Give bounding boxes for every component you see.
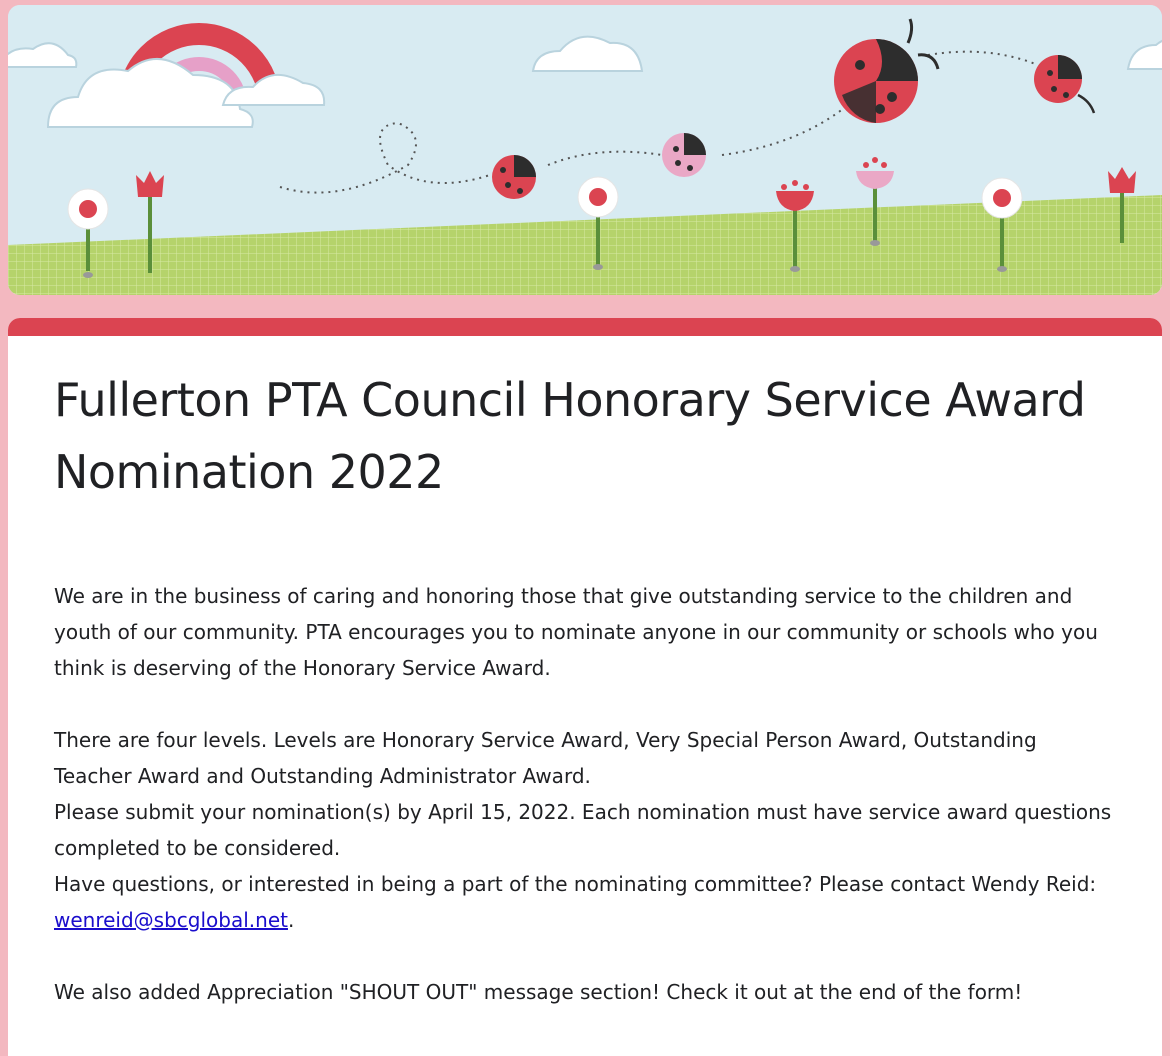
description-paragraph: We also added Appreciation "SHOUT OUT" message section! Check it out at the end of the form! — [54, 980, 1023, 1004]
contact-text-end: . — [287, 908, 295, 932]
form-description — [54, 578, 1114, 1010]
form-header-card — [8, 318, 1162, 1056]
description-paragraph — [54, 866, 1114, 938]
description-paragraph: Please submit your nomination(s) by April 15, 2022. Each nomination must have service award questions completed to be considered. — [54, 800, 1112, 860]
form-title: Fullerton PTA Council Honorary Service Award Nomination 2022 — [54, 373, 1086, 499]
card-accent-bar — [8, 318, 1162, 336]
header-banner-image — [8, 5, 1162, 295]
contact-text: Have questions, or interested in being a part of the nominating committee? Please contact Wendy Reid: — [54, 872, 1097, 896]
description-paragraph: There are four levels. Levels are Honorary Service Award, Very Special Person Award, Outstanding Teacher Award and Outstanding Administrator Award. — [54, 728, 1037, 788]
description-paragraph: We are in the business of caring and honoring those that give outstanding service to the children and youth of our community. PTA encourages you to nominate anyone in our community or schools who you think is deserving of the Honorary Service Award. — [54, 584, 1098, 680]
contact-email-link[interactable]: wenreid@sbcglobal.net — [54, 908, 288, 932]
